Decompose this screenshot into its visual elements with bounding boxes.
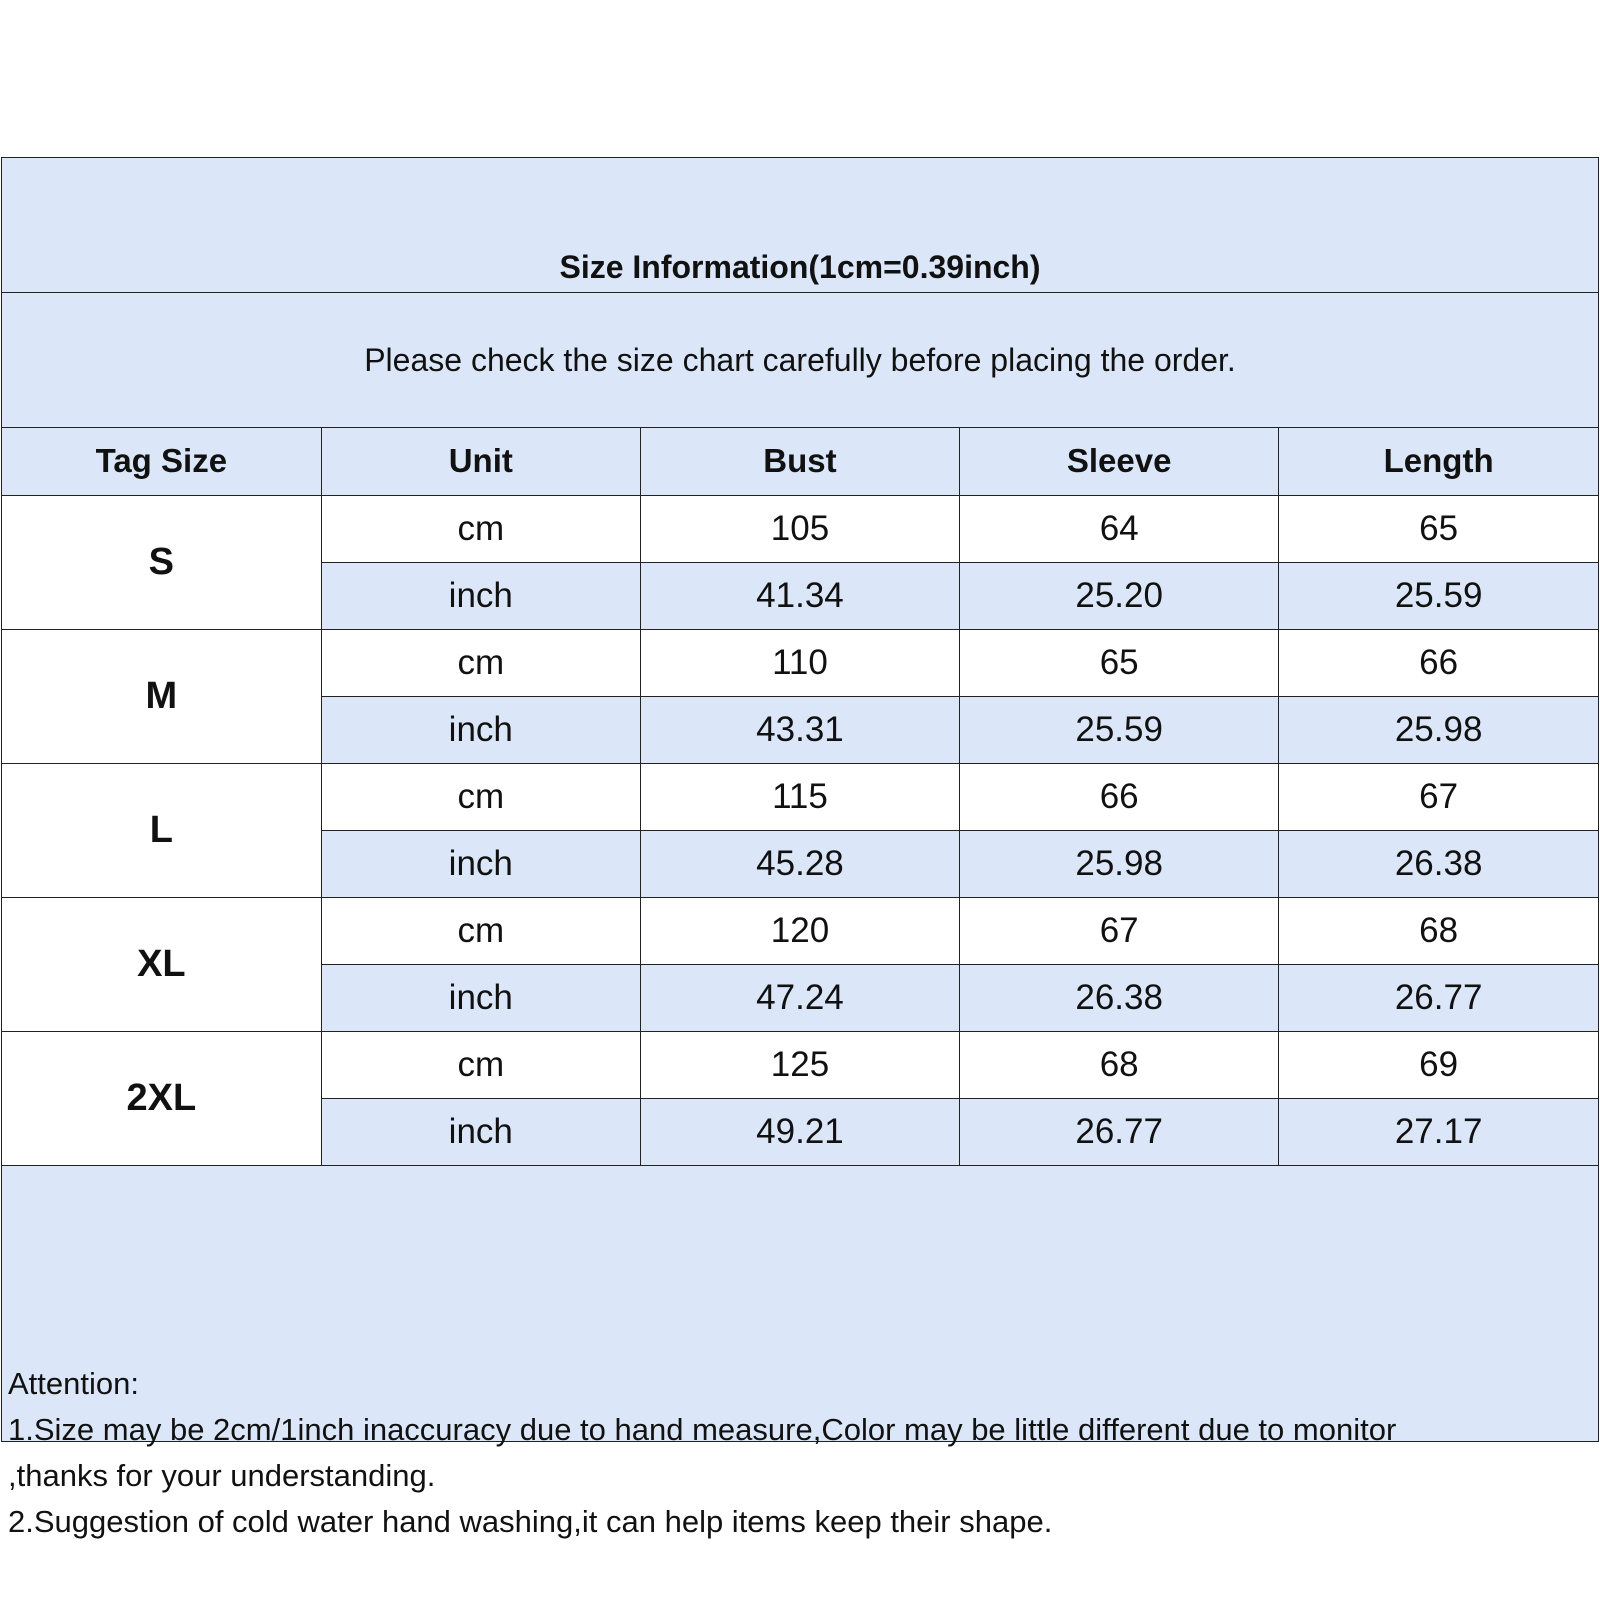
header-sleeve: Sleeve bbox=[960, 428, 1279, 495]
note-line-1: 1.Size may be 2cm/1inch inaccuracy due to hand measure,Color may be little different due to monitor bbox=[8, 1412, 1397, 1447]
tag-size-cell: S bbox=[2, 495, 321, 629]
length-cell: 68 bbox=[1279, 897, 1598, 964]
unit-cell: inch bbox=[321, 1098, 640, 1165]
header-unit: Unit bbox=[321, 428, 640, 495]
sleeve-cell: 66 bbox=[960, 763, 1279, 830]
bust-cell: 115 bbox=[640, 763, 959, 830]
notice-text: Please check the size chart carefully before placing the order. bbox=[364, 342, 1236, 378]
table-row bbox=[2, 763, 1598, 830]
size-chart bbox=[1, 157, 1599, 1539]
sleeve-cell: 68 bbox=[960, 1031, 1279, 1098]
sleeve-cell: 64 bbox=[960, 495, 1279, 562]
tag-size-cell: M bbox=[2, 629, 321, 763]
unit-cell: inch bbox=[321, 964, 640, 1031]
unit-cell: cm bbox=[321, 763, 640, 830]
length-cell: 26.38 bbox=[1279, 830, 1598, 897]
table-row bbox=[2, 629, 1598, 696]
unit-cell: inch bbox=[321, 562, 640, 629]
length-cell: 65 bbox=[1279, 495, 1598, 562]
notice-band bbox=[2, 293, 1598, 428]
unit-cell: inch bbox=[321, 696, 640, 763]
note-line-2: 2.Suggestion of cold water hand washing,it can help items keep their shape. bbox=[8, 1504, 1053, 1539]
unit-cell: cm bbox=[321, 1031, 640, 1098]
sleeve-cell: 26.38 bbox=[960, 964, 1279, 1031]
sleeve-cell: 25.20 bbox=[960, 562, 1279, 629]
attention-heading: Attention: bbox=[8, 1366, 139, 1401]
table-row bbox=[2, 897, 1598, 964]
unit-cell: cm bbox=[321, 495, 640, 562]
length-cell: 69 bbox=[1279, 1031, 1598, 1098]
title-band bbox=[2, 158, 1598, 293]
bust-cell: 47.24 bbox=[640, 964, 959, 1031]
notes-spacer bbox=[8, 1275, 1592, 1361]
note-line-1-continued: ,thanks for your understanding. bbox=[8, 1458, 436, 1493]
bust-cell: 105 bbox=[640, 495, 959, 562]
bust-cell: 125 bbox=[640, 1031, 959, 1098]
header-tag-size: Tag Size bbox=[2, 428, 321, 495]
bust-cell: 110 bbox=[640, 629, 959, 696]
bust-cell: 120 bbox=[640, 897, 959, 964]
size-table bbox=[2, 428, 1598, 1166]
unit-cell: cm bbox=[321, 897, 640, 964]
sleeve-cell: 26.77 bbox=[960, 1098, 1279, 1165]
bust-cell: 41.34 bbox=[640, 562, 959, 629]
length-cell: 25.98 bbox=[1279, 696, 1598, 763]
bust-cell: 45.28 bbox=[640, 830, 959, 897]
length-cell: 25.59 bbox=[1279, 562, 1598, 629]
length-cell: 26.77 bbox=[1279, 964, 1598, 1031]
header-row bbox=[2, 428, 1598, 495]
sleeve-cell: 25.98 bbox=[960, 830, 1279, 897]
bust-cell: 43.31 bbox=[640, 696, 959, 763]
unit-cell: inch bbox=[321, 830, 640, 897]
unit-cell: cm bbox=[321, 629, 640, 696]
tag-size-cell: L bbox=[2, 763, 321, 897]
header-bust: Bust bbox=[640, 428, 959, 495]
length-cell: 67 bbox=[1279, 763, 1598, 830]
header-length: Length bbox=[1279, 428, 1598, 495]
length-cell: 66 bbox=[1279, 629, 1598, 696]
tag-size-cell: 2XL bbox=[2, 1031, 321, 1165]
tag-size-cell: XL bbox=[2, 897, 321, 1031]
length-cell: 27.17 bbox=[1279, 1098, 1598, 1165]
sleeve-cell: 67 bbox=[960, 897, 1279, 964]
chart-title: Size Information(1cm=0.39inch) bbox=[559, 249, 1041, 285]
bust-cell: 49.21 bbox=[640, 1098, 959, 1165]
attention-notes bbox=[2, 1275, 1598, 1539]
sleeve-cell: 25.59 bbox=[960, 696, 1279, 763]
sleeve-cell: 65 bbox=[960, 629, 1279, 696]
table-row bbox=[2, 495, 1598, 562]
table-row bbox=[2, 1031, 1598, 1098]
